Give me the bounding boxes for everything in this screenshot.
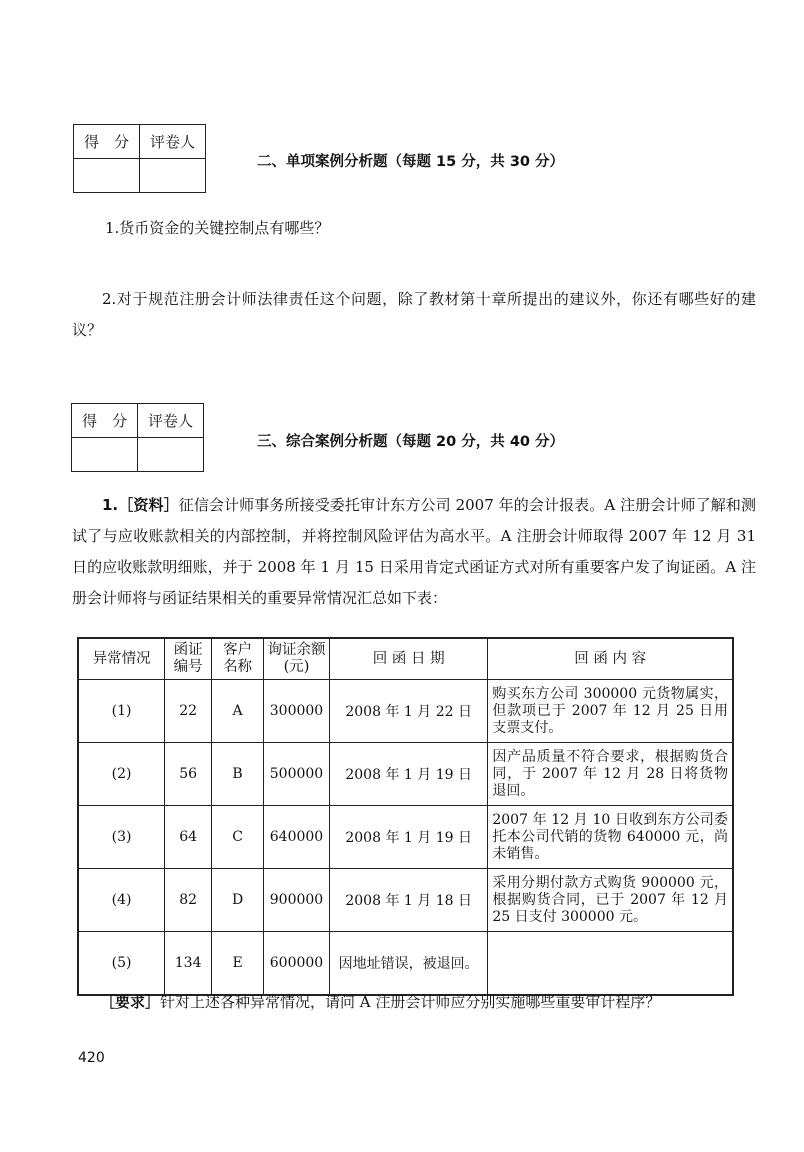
cell-customer: B: [212, 743, 264, 806]
cell-number: 64: [165, 806, 212, 869]
cell-date: 2008 年 1 月 18 日: [329, 869, 487, 932]
cell-content: 采用分期付款方式购货 900000 元，根据购货合同，已于 2007 年 12 月 25 日支付 300000 元。: [488, 869, 733, 932]
section2-question1: 1.货币资金的关键控制点有哪些？: [105, 219, 330, 237]
cell-case: (3): [78, 806, 165, 869]
table-header-row: [78, 638, 733, 680]
grader-cell: [138, 438, 204, 472]
cell-content: [488, 932, 733, 996]
score-label: 得 分: [74, 125, 140, 159]
table-row: [78, 680, 733, 743]
confirmation-table: [77, 637, 734, 996]
cell-case: (2): [78, 743, 165, 806]
cell-number: 134: [165, 932, 212, 996]
cell-balance: 500000: [264, 743, 330, 806]
cell-date: 2008 年 1 月 19 日: [329, 743, 487, 806]
header-cell: 回 函 内 容: [488, 638, 733, 680]
header-cell: 询证余额(元): [264, 638, 330, 680]
cell-balance: 900000: [264, 869, 330, 932]
cell-number: 56: [165, 743, 212, 806]
cell-customer: D: [212, 869, 264, 932]
cell-content: 购买东方公司 300000 元货物属实，但款项已于 2007 年 12 月 25 日用支票支付。: [488, 680, 733, 743]
material-text: 征信会计师事务所接受委托审计东方公司 2007 年的会计报表。A 注册会计师了解和测试了与应收账款相关的内部控制，并将控制风险评估为高水平。A 注册会计师取得 2007 年 12 月 31 日的应收账款明细账，并于 2008 年 1 月 15 日采用肯定式函证方式对所有重要客户发了询证函。A 注册会计师将与函证结果相关的重要异常情况汇总如下表：: [72, 496, 756, 607]
cell-date: 因地址错误，被退回。: [329, 932, 487, 996]
cell-case: (4): [78, 869, 165, 932]
cell-balance: 300000: [264, 680, 330, 743]
cell-case: (1): [78, 680, 165, 743]
grader-label: 评卷人: [140, 125, 206, 159]
cell-number: 82: [165, 869, 212, 932]
section3-requirement: [100, 987, 756, 1018]
cell-customer: E: [212, 932, 264, 996]
score-box-section2: [73, 124, 206, 193]
score-box-section3: [71, 403, 204, 472]
table-row: [78, 806, 733, 869]
cell-date: 2008 年 1 月 22 日: [329, 680, 487, 743]
cell-content: 因产品质量不符合要求，根据购货合同，于 2007 年 12 月 28 日将货物退回。: [488, 743, 733, 806]
header-cell: 异常情况: [78, 638, 165, 680]
table-row: [78, 932, 733, 996]
score-label: 得 分: [72, 404, 138, 438]
material-tag: 1.［资料］: [102, 496, 179, 514]
cell-balance: 640000: [264, 806, 330, 869]
score-cell: [72, 438, 138, 472]
section3-title: 三、综合案例分析题（每题 20 分，共 40 分）: [257, 434, 565, 450]
header-cell: 回 函 日 期: [329, 638, 487, 680]
page-number: 420: [78, 1050, 105, 1066]
score-cell: [74, 159, 140, 193]
cell-customer: A: [212, 680, 264, 743]
table-row: [78, 743, 733, 806]
grader-label: 评卷人: [138, 404, 204, 438]
requirement-text: 针对上述各种异常情况，请问 A 注册会计师应分别实施哪些重要审计程序？: [160, 993, 661, 1011]
cell-case: (5): [78, 932, 165, 996]
header-cell: 客户名称: [212, 638, 264, 680]
section2-question2: 2.对于规范注册会计师法律责任这个问题，除了教材第十章所提出的建议外，你还有哪些好的建议？: [72, 290, 756, 339]
cell-customer: C: [212, 806, 264, 869]
grader-cell: [140, 159, 206, 193]
table-row: [78, 869, 733, 932]
section3-material: [72, 490, 756, 614]
cell-content: 2007 年 12 月 10 日收到东方公司委托本公司代销的货物 640000 元，尚未销售。: [488, 806, 733, 869]
requirement-tag: ［要求］: [100, 993, 161, 1011]
section2-title: 二、单项案例分析题（每题 15 分，共 30 分）: [257, 154, 565, 170]
header-cell: 函证编号: [165, 638, 212, 680]
cell-number: 22: [165, 680, 212, 743]
cell-date: 2008 年 1 月 19 日: [329, 806, 487, 869]
cell-balance: 600000: [264, 932, 330, 996]
